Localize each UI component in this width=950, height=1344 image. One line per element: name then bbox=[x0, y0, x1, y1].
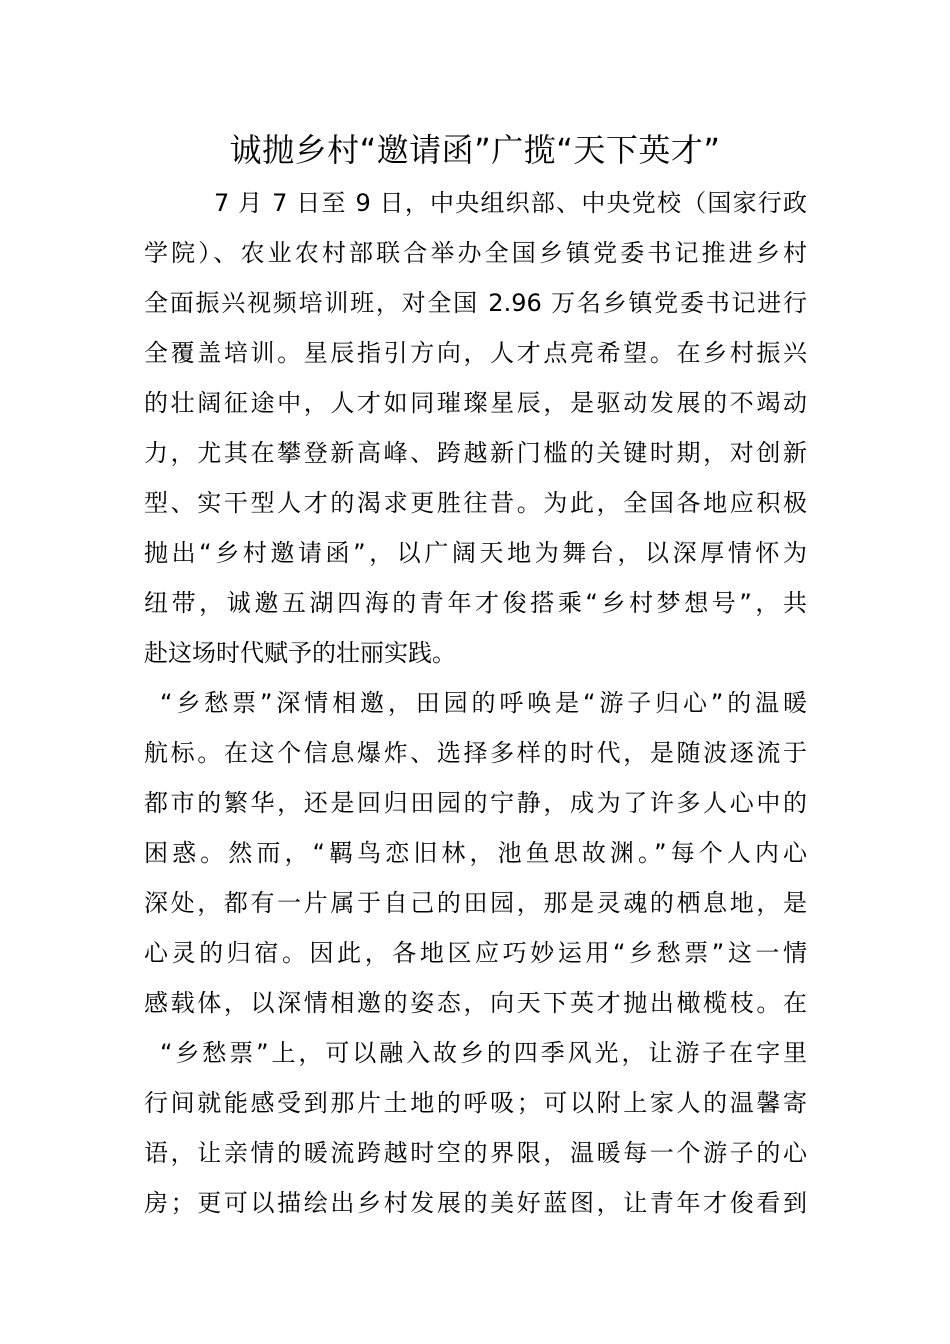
paragraph-line: 感载体，以深情相邀的姿态，向天下英才抛出橄榄枝。在 bbox=[144, 989, 807, 1017]
paragraph-line: 学院）、农业农村部联合举办全国乡镇党委书记推进乡村 bbox=[144, 239, 807, 267]
paragraph-line: 心灵的归宿。因此，各地区应巧妙运用“乡愁票”这一情 bbox=[144, 939, 807, 967]
paragraph-line: 语，让亲情的暖流跨越时空的界限，温暖每一个游子的心 bbox=[144, 1139, 807, 1167]
paragraph-line: 纽带，诚邀五湖四海的青年才俊搭乘“乡村梦想号”，共 bbox=[144, 589, 807, 617]
paragraph-line: 房；更可以描绘出乡村发展的美好蓝图，让青年才俊看到 bbox=[144, 1189, 807, 1217]
paragraph-line: 型、实干型人才的渴求更胜往昔。为此，全国各地应积极 bbox=[144, 489, 807, 517]
document-body bbox=[144, 178, 807, 1228]
paragraph-1 bbox=[144, 178, 807, 678]
paragraph-line: 航标。在这个信息爆炸、选择多样的时代，是随波逐流于 bbox=[144, 739, 807, 767]
paragraph-line: 全覆盖培训。星辰指引方向，人才点亮希望。在乡村振兴 bbox=[144, 339, 807, 367]
paragraph-2 bbox=[144, 678, 807, 1228]
paragraph-line: 困惑。然而，“羁鸟恋旧林，池鱼思故渊。”每个人内心 bbox=[144, 839, 807, 867]
paragraph-line: 7 月 7 日至 9 日，中央组织部、中央党校（国家行政 bbox=[214, 189, 807, 217]
paragraph-line: 行间就能感受到那片土地的呼吸；可以附上家人的温馨寄 bbox=[144, 1089, 807, 1117]
paragraph-line: 的壮阔征途中，人才如同璀璨星辰，是驱动发展的不竭动 bbox=[144, 389, 807, 417]
paragraph-line: “乡愁票”深情相邀，田园的呼唤是“游子归心”的温暖 bbox=[160, 689, 807, 717]
document-title: 诚抛乡村“邀请函”广揽“天下英才” bbox=[229, 131, 721, 169]
paragraph-line: 赴这场时代赋予的壮丽实践。 bbox=[144, 639, 456, 667]
paragraph-line: 力，尤其在攀登新高峰、跨越新门槛的关键时期，对创新 bbox=[144, 439, 807, 467]
paragraph-line: 全面振兴视频培训班，对全国 2.96 万名乡镇党委书记进行 bbox=[144, 289, 807, 317]
paragraph-line: 抛出“乡村邀请函”，以广阔天地为舞台，以深厚情怀为 bbox=[144, 539, 807, 567]
paragraph-line: 深处，都有一片属于自己的田园，那是灵魂的栖息地，是 bbox=[144, 889, 807, 917]
paragraph-line: “乡愁票”上，可以融入故乡的四季风光，让游子在字里 bbox=[160, 1039, 807, 1067]
paragraph-line: 都市的繁华，还是回归田园的宁静，成为了许多人心中的 bbox=[144, 789, 807, 817]
